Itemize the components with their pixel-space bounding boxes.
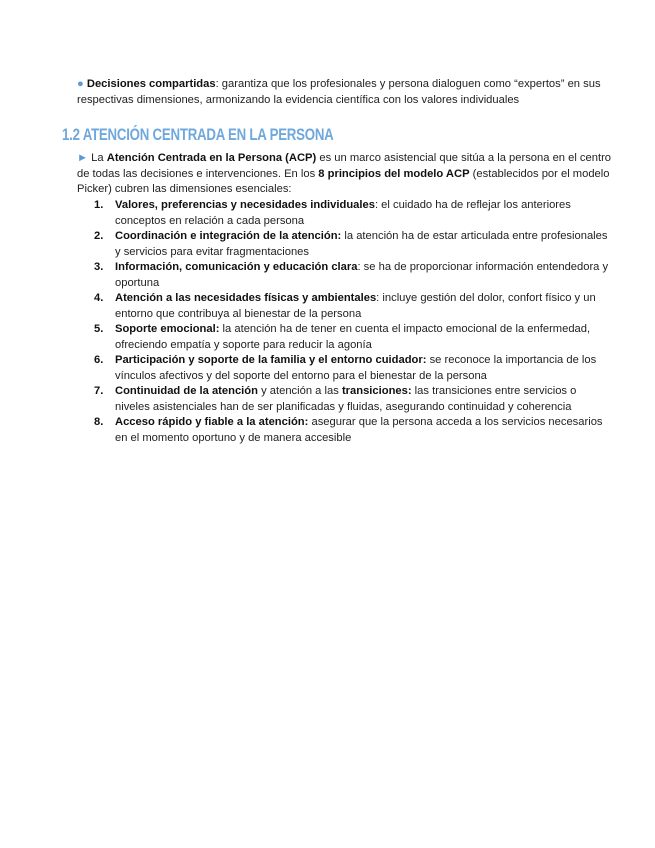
list-item xyxy=(94,198,614,229)
list-item-number: 5. xyxy=(94,323,104,335)
acp-intro-text-1: La xyxy=(88,152,107,164)
list-item-number: 3. xyxy=(94,261,104,273)
list-item-text: : incluye gestión del dolor, confort físico y un entorno que contribuya al bienestar de la persona xyxy=(115,292,596,320)
list-item-text: : se ha de proporcionar información entendedora y oportuna xyxy=(115,261,609,289)
list-item-number: 2. xyxy=(94,230,104,242)
shared-decisions-bullet xyxy=(77,77,612,108)
list-item-title: Valores, preferencias y necesidades individuales xyxy=(115,199,375,211)
list-item-text: la atención ha de estar articulada entre profesionales y servicios para evitar fragmentaciones xyxy=(115,230,608,258)
list-item-title-2: transiciones: xyxy=(341,385,412,397)
list-item xyxy=(94,322,614,353)
list-item-title: Continuidad de la atención xyxy=(115,385,258,397)
list-item xyxy=(94,260,614,291)
list-item xyxy=(94,229,614,260)
list-item-title: Participación y soporte de la familia y el entorno cuidador: xyxy=(115,354,427,366)
shared-decisions-text: : garantiza que los profesionales y persona dialoguen como “expertos” en sus respectivas dimensiones, armonizando la evidencia científica con los valores individuales xyxy=(77,78,601,106)
list-item-number: 6. xyxy=(94,354,104,366)
shared-decisions-term: Decisiones compartidas xyxy=(86,78,216,90)
list-item-text: la atención ha de tener en cuenta el impacto emocional de la enfermedad, ofreciendo empatía y soporte para reducir la agonía xyxy=(115,323,591,351)
acp-intro-text-3: (establecidos por el modelo Picker) cubren las dimensiones esenciales: xyxy=(77,167,610,195)
list-item-text: las transiciones entre servicios o niveles asistenciales han de ser planificadas y fluidas, asegurando continuidad y coherencia xyxy=(115,385,577,413)
list-item-title: Acceso rápido y fiable a la atención: xyxy=(115,416,309,428)
list-item xyxy=(94,291,614,322)
list-item-title: Atención a las necesidades físicas y ambientales xyxy=(115,292,377,304)
bullet-dot-icon: ● xyxy=(77,78,84,90)
list-item-title: Información, comunicación y educación clara xyxy=(115,261,358,273)
list-item xyxy=(94,384,614,415)
acp-intro-text-2: es un marco asistencial que sitúa a la persona en el centro de todas las decisiones e intervenciones. En los xyxy=(77,152,612,180)
arrow-right-icon: ► xyxy=(77,152,89,164)
list-item-number: 8. xyxy=(94,416,104,428)
list-item-title: Soporte emocional: xyxy=(115,323,220,335)
list-item-number: 4. xyxy=(94,292,104,304)
list-item-number: 1. xyxy=(94,199,104,211)
list-item-text-mid: y atención a las xyxy=(257,385,342,397)
list-item-number: 7. xyxy=(94,385,104,397)
section-heading: 1.2 ATENCIÓN CENTRADA EN LA PERSONA xyxy=(62,125,334,144)
list-item-text: se reconoce la importancia de los vínculos afectivos y del soporte del entorno para el bienestar de la persona xyxy=(115,354,597,382)
acp-intro-paragraph xyxy=(77,151,612,198)
list-item-title: Coordinación e integración de la atención: xyxy=(115,230,342,242)
list-item xyxy=(94,415,614,446)
list-item-text: : el cuidado ha de reflejar los anteriores conceptos en relación a cada persona xyxy=(115,199,571,227)
acp-intro-term: Atención Centrada en la Persona (ACP) xyxy=(106,152,317,164)
list-item-text: asegurar que la persona acceda a los servicios necesarios en el momento oportuno y de manera accesible xyxy=(115,416,603,444)
principles-list xyxy=(94,198,614,446)
acp-principles-term: 8 principios del modelo ACP xyxy=(318,167,470,180)
list-item xyxy=(94,353,614,384)
